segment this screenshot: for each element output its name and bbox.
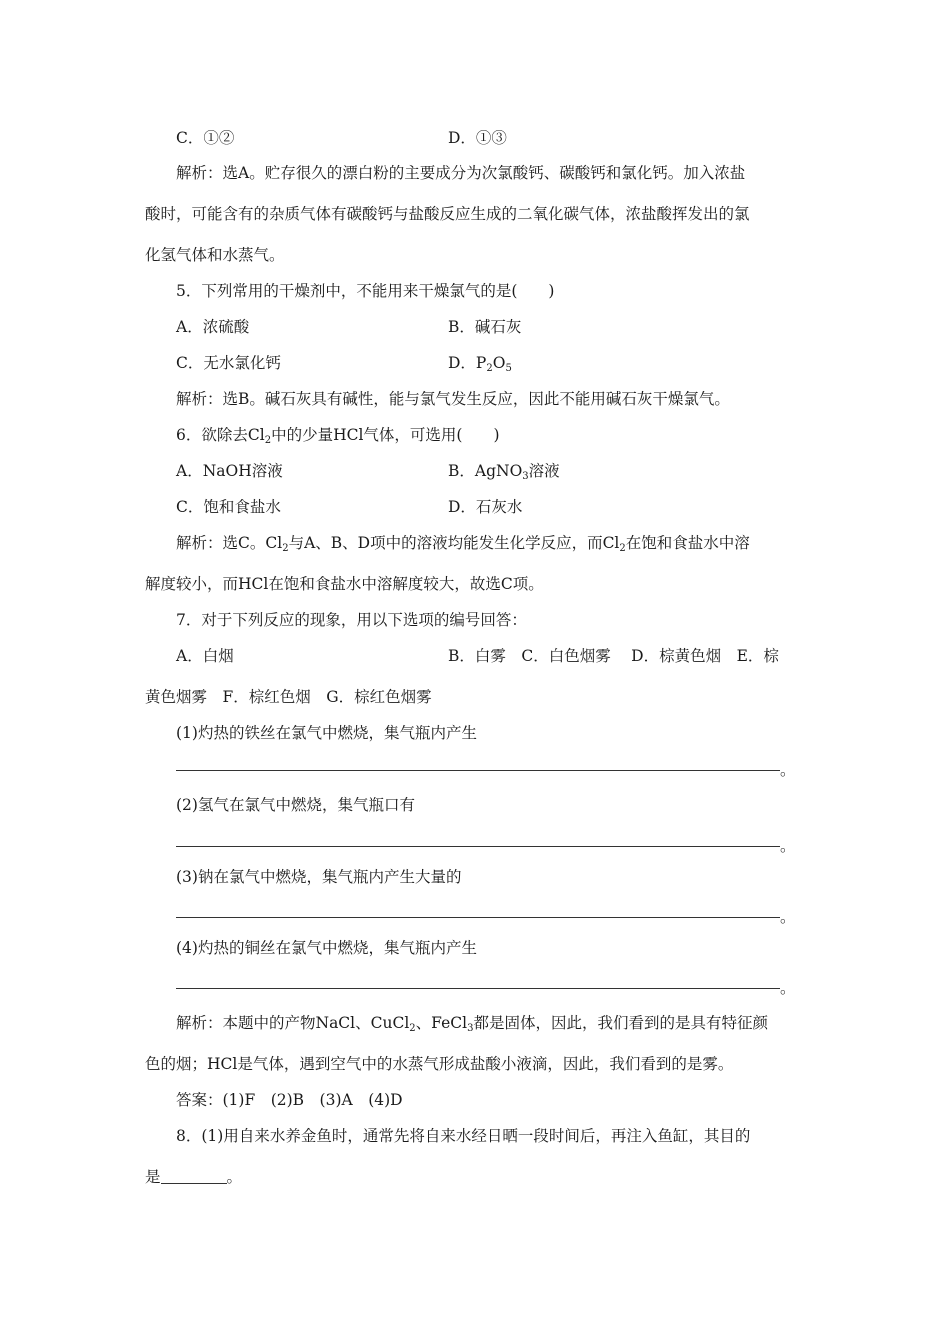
q5-option-d: D．$P_2O_5$ [448, 354, 512, 374]
q5-option-a: A．浓硫酸 [176, 318, 250, 336]
q5-stem: 5．下列常用的干燥剂中，不能用来干燥氯气的是( ) [176, 282, 555, 300]
q7-answer: 答案：(1)F (2)B (3)A (4)D [176, 1091, 403, 1109]
q7-answer-line-3 [176, 917, 780, 918]
q8-stem-line-2: 是 。 [145, 1168, 243, 1186]
q7-period-1: 。 [780, 761, 796, 779]
q6-option-a: A．NaOH溶液 [176, 462, 283, 480]
q7-answer-line-1 [176, 770, 780, 771]
q4-analysis-line-3: 化氢气体和水蒸气。 [145, 246, 285, 264]
q7-stem: 7．对于下列反应的现象，用以下选项的编号回答： [176, 611, 527, 629]
q7-analysis-line-1: 解析：本题中的产物NaCl、CuCl$_2$、FeCl$_3$都是固体，因此，我们看到的是具有特征颜 [176, 1014, 768, 1034]
q6-option-d: D．石灰水 [448, 498, 523, 516]
q7-sub-question-2: (2)氢气在氯气中燃烧，集气瓶口有 [176, 796, 415, 814]
q8-stem-line-1: 8．(1)用自来水养金鱼时，通常先将自来水经日晒一段时间后，再注入鱼缸，其目的 [176, 1127, 751, 1145]
q6-option-b: B．AgNO$_3$溶液 [448, 462, 560, 482]
q7-answer-line-4 [176, 988, 780, 989]
q4-option-c: C．①② [176, 129, 235, 147]
q7-analysis-line-2: 色的烟；HCl是气体，遇到空气中的水蒸气形成盐酸小液滴，因此，我们看到的是雾。 [145, 1055, 734, 1073]
q7-sub-question-3: (3)钠在氯气中燃烧，集气瓶内产生大量的 [176, 868, 462, 886]
q7-sub-question-4: (4)灼热的铜丝在氯气中燃烧，集气瓶内产生 [176, 939, 477, 957]
q7-sub-question-1: (1)灼热的铁丝在氯气中燃烧，集气瓶内产生 [176, 724, 477, 742]
q5-option-c: C．无水氯化钙 [176, 354, 281, 372]
q7-options-b-to-e: B．白雾 C．白色烟雾 D．棕黄色烟 E．棕 [448, 647, 779, 665]
q4-analysis-line-1: 解析：选A。贮存很久的漂白粉的主要成分为次氯酸钙、碳酸钙和氯化钙。加入浓盐 [176, 164, 746, 182]
q4-analysis-line-2: 酸时，可能含有的杂质气体有碳酸钙与盐酸反应生成的二氧化碳气体，浓盐酸挥发出的氯 [145, 205, 750, 223]
q8-answer-blank [161, 1169, 227, 1184]
q4-option-d: D．①③ [448, 129, 507, 147]
q7-period-3: 。 [780, 908, 796, 926]
q7-period-2: 。 [780, 837, 796, 855]
q5-analysis: 解析：选B。碱石灰具有碱性，能与氯气发生反应，因此不能用碱石灰干燥氯气。 [176, 390, 730, 408]
q7-option-a: A．白烟 [176, 647, 234, 665]
q6-analysis-line-1: 解析：选C。$Cl_2$与A、B、D项中的溶液均能发生化学反应，而$Cl_2$在饱和食盐水中溶 [176, 534, 750, 554]
q5-option-b: B．碱石灰 [448, 318, 522, 336]
q6-analysis-line-2: 解度较小，而HCl在饱和食盐水中溶解度较大，故选C项。 [145, 575, 544, 593]
q6-option-c: C．饱和食盐水 [176, 498, 281, 516]
q7-options-e-to-g: 黄色烟雾 F．棕红色烟 G．棕红色烟雾 [145, 688, 432, 706]
q7-answer-line-2 [176, 846, 780, 847]
q6-stem: 6．欲除去$Cl_2$中的少量HCl气体，可选用( ) [176, 426, 500, 446]
q7-period-4: 。 [780, 979, 796, 997]
